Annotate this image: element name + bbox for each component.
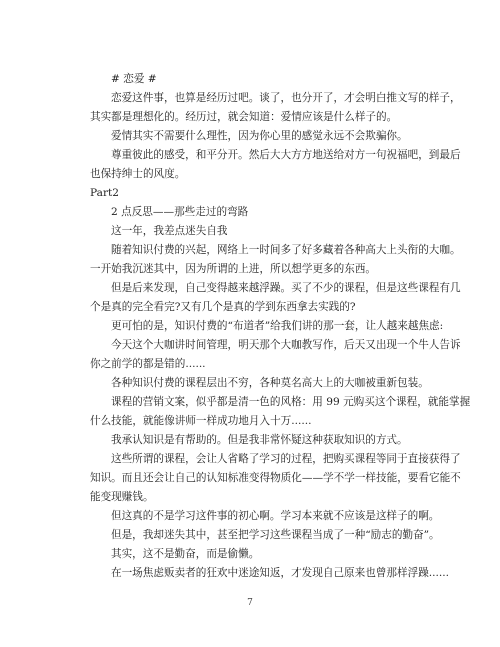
paragraph-line: 能变现赚钱。: [90, 491, 154, 503]
section-lead: 这一年，我差点迷失自我: [111, 225, 228, 237]
paragraph-line: 什么技能，就能像讲师一样成功地月入十万......: [90, 415, 312, 427]
paragraph-line: 恋爱这件事，也算是经历过吧。谈了，也分开了，才会明白推文写的样子，: [111, 92, 461, 104]
paragraph-line: 我承认知识是有帮助的。但是我非常怀疑这种获取知识的方式。: [111, 434, 408, 446]
paragraph-line: 一开始我沉迷其中，因为所谓的上进，所以想学更多的东西。: [90, 263, 377, 275]
part-label: Part2: [90, 187, 120, 199]
paragraph-line: 课程的营销文案，似乎都是清一色的风格：用 99 元购买这个课程，就能掌握: [111, 396, 471, 408]
page-number: 7: [247, 598, 253, 608]
paragraph-line: 尊重彼此的感受，和平分开。然后大大方方地送给对方一句祝福吧，到最后: [111, 149, 461, 161]
paragraph-line: 但是后来发现，自己变得越来越浮躁。买了不少的课程，但是这些课程有几: [111, 282, 461, 294]
paragraph-line: 今天这个大咖讲时间管理，明天那个大咖教写作，后天又出现一个牛人告诉: [111, 339, 461, 351]
paragraph-line: 其实，这不是勤奋，而是偷懒。: [111, 548, 260, 560]
section-heading-love: # 恋爱 #: [111, 73, 157, 85]
document-body: [90, 70, 471, 583]
paragraph-line: 更可怕的是，知识付费的“布道者”给我们讲的那一套，让人越来越焦虑:: [111, 320, 444, 332]
paragraph-line: 在一场焦虑贩卖者的狂欢中迷途知返，才发现自己原来也曾那样浮躁......: [111, 567, 450, 579]
paragraph-line: 但这真的不是学习这件事的初心啊。学习本来就不应该是这样子的啊。: [111, 510, 440, 522]
section-subtitle: 2 点反思——那些走过的弯路: [111, 206, 249, 218]
paragraph-line: 爱情其实不需要什么理性，因为你心里的感觉永远不会欺骗你。: [111, 130, 408, 142]
paragraph-line: 个是真的完全看完?又有几个是真的学到东西拿去实践的?: [90, 301, 356, 313]
paragraph-line: 也保持绅士的风度。: [90, 168, 186, 180]
paragraph-line: 各种知识付费的课程层出不穷，各种莫名高大上的大咖被重新包装。: [111, 377, 429, 389]
paragraph-line: 其实都是理想化的。经历过，就会知道：爱情应该是什么样子的。: [90, 111, 398, 123]
paragraph-line: 这些所谓的课程，会让人省略了学习的过程，把购买课程等同于直接获得了: [111, 453, 461, 465]
paragraph-line: 你之前学的都是错的......: [90, 358, 206, 370]
paragraph-line: 但是，我却迷失其中，甚至把学习这些课程当成了一种“励志的勤奋”。: [111, 529, 440, 541]
paragraph-line: 随着知识付费的兴起，网络上一时间多了好多藏着各种高大上头衔的大咖。: [111, 244, 461, 256]
paragraph-line: 知识。而且还会让自己的认知标准变得物质化——学不学一样技能，要看它能不: [90, 472, 461, 484]
